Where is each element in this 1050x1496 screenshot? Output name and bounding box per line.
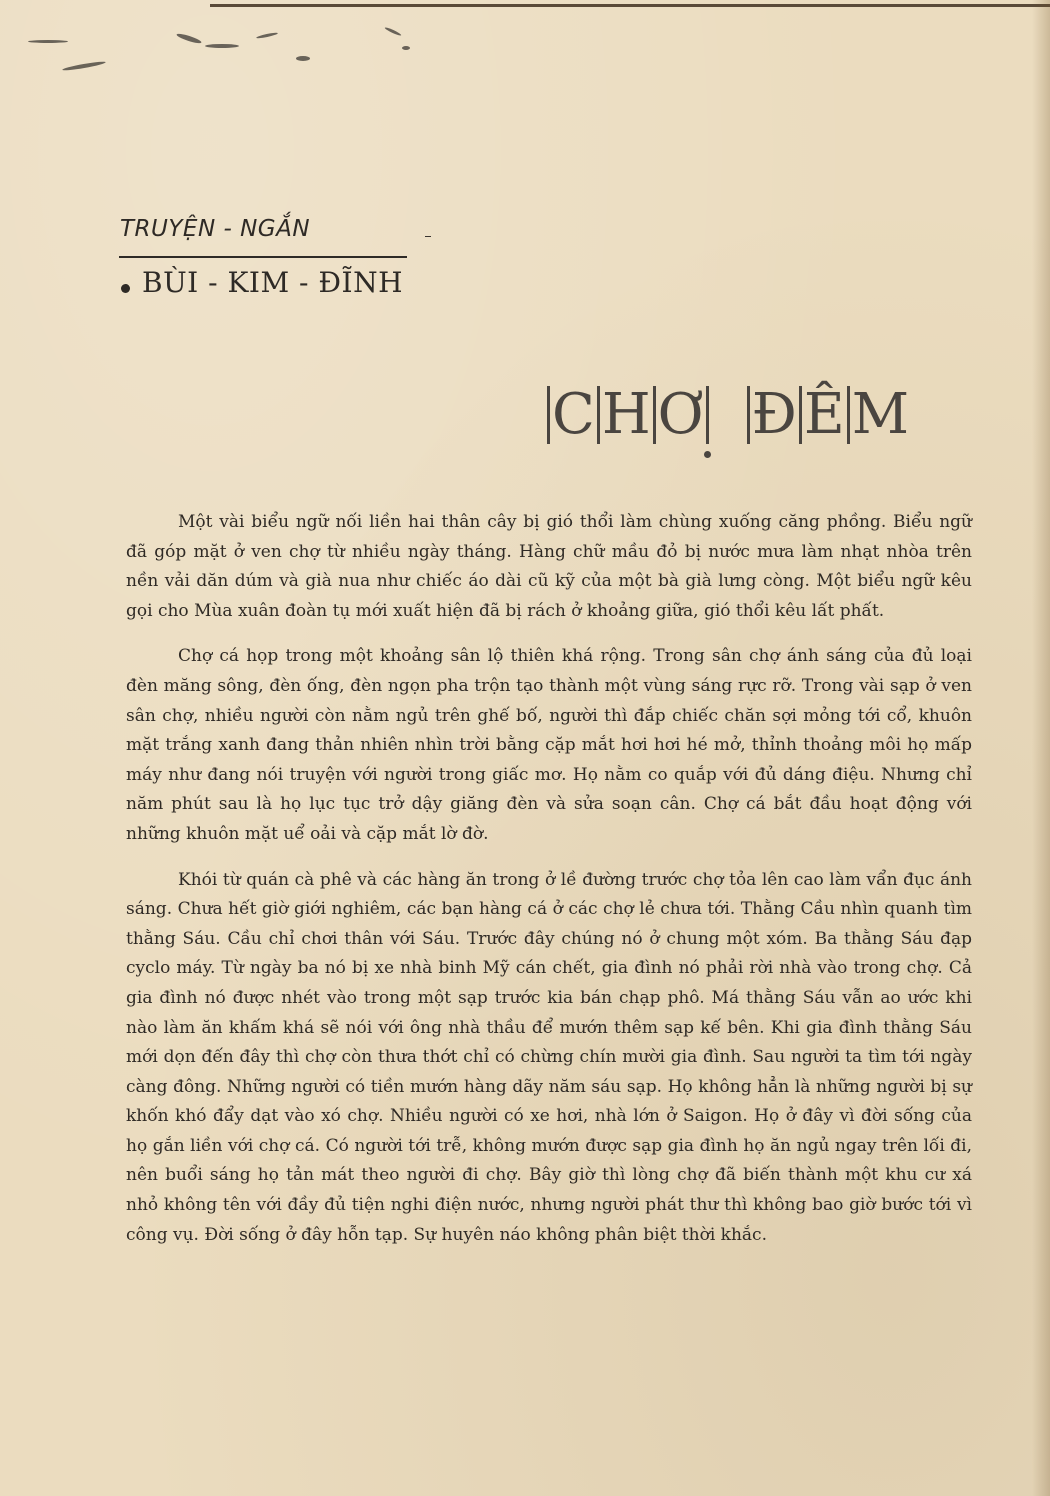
title-letter: C (552, 382, 595, 447)
title-letter: Ơ (657, 382, 704, 447)
ink-smudge (402, 46, 410, 50)
ink-smudge (384, 26, 402, 36)
ink-smudge (205, 44, 239, 48)
title-divider (799, 386, 802, 444)
title-divider (597, 386, 600, 444)
top-edge-rule (210, 4, 1050, 7)
ink-smudge (256, 32, 278, 40)
bullet-icon (121, 284, 130, 293)
story-body (126, 508, 972, 1266)
title-divider (747, 386, 750, 444)
paragraph: Chợ cá họp trong một khoảng sân lộ thiên khá rộng. Trong sân chợ ánh sáng của đủ loại đèn măng sông, đèn ống, đèn ngọn pha trộn tạo thành một vùng sáng rực rỡ. Trong vài sạp ở ven sân chợ, nhiều người còn nằm ngủ trên ghế bố, người thì đắp chiếc chăn sợi mỏng tới cổ, khuôn mặt trắng xanh đang thản nhiên nhìn trời bằng cặp mắt hơi hơi hé mở, thỉnh thoảng môi họ mấp máy như đang nói truyện với người trong giấc mơ. Họ nằm co quắp với đủ dáng điệu. Nhưng chỉ năm phút sau là họ lục tục trở dậy giăng đèn và sửa soạn cân. Chợ cá bắt đầu hoạt động với những khuôn mặt uể oải và cặp mắt lờ đờ. (126, 646, 972, 844)
ink-smudge (62, 60, 106, 72)
kicker-dash-mark (425, 236, 431, 237)
kicker-underline (119, 256, 407, 258)
title-divider (547, 386, 550, 444)
title-divider (653, 386, 656, 444)
author-name: BÙI - KIM - ĐĨNH (142, 266, 403, 299)
title-divider (706, 386, 709, 444)
title-dot-ornament (704, 451, 711, 458)
title-letter: Đ (751, 382, 797, 447)
paragraph: Một vài biểu ngữ nối liền hai thân cây bị gió thổi làm chùng xuống căng phồng. Biểu ngữ đã góp mặt ở ven chợ từ nhiều ngày tháng. Hàng chữ mầu đỏ bị nước mưa làm nhạt nhòa trên nền vải dăn dúm và già nua như chiếc áo dài cũ kỹ của một bà già lưng còng. Một biểu ngữ kêu gọi cho Mùa xuân đoàn tụ mới xuất hiện đã bị rách ở khoảng giữa, gió thổi kêu lất phất. (126, 512, 972, 621)
ink-smudge (28, 40, 68, 43)
ink-smudge (296, 56, 310, 61)
title-letter: H (601, 382, 651, 447)
ink-smudge (176, 32, 202, 45)
paragraph: Khói từ quán cà phê và các hàng ăn trong ở lề đường trước chợ tỏa lên cao làm vẩn đục ánh sáng. Chưa hết giờ giới nghiêm, các bạn hàng cá ở các chợ lẻ chưa tới. Thằng Cầu nhìn quanh tìm thằng Sáu. Cầu chỉ chơi thân với Sáu. Trước đây chúng nó ở chung một xóm. Ba thằng Sáu đạp cyclo máy. Từ ngày ba nó bị xe nhà binh Mỹ cán chết, gia đình nó phải rời nhà vào trong chợ. Cả gia đình nó được nhét vào trong một sạp trước kia bán chạp phô. Má thằng Sáu vẫn ao ước khi nào làm ăn khấm khá sẽ nói với ông nhà thầu để mướn thêm sạp kế bên. Khi gia đình thằng Sáu mới dọn đến đây thì chợ còn thưa thớt chỉ có chừng chín mười gia đình. Sau người ta tìm tới ngày càng đông. Những người có tiền mướn hàng dãy năm sáu sạp. Họ không hẳn là những người bị sự khốn khó đẩy dạt vào xó chợ. Nhiều người có xe hơi, nhà lớn ở Saigon. Họ ở đây vì đời sống của họ gắn liền với chợ cá. Có người tới trễ, không mướn được sạp gia đình họ ăn ngủ ngay trên lối đi, nên buổi sáng họ tản mát theo người đi chợ. Bây giờ thì lòng chợ đã biến thành một khu cư xá nhỏ không tên với đầy đủ tiện nghi điện nước, nhưng người phát thư thì không bao giờ bước tới vì công vụ. Đời sống ở đây hỗn tạp. Sự huyên náo không phân biệt thời khắc. (126, 869, 972, 1245)
section-kicker: TRUYỆN - NGẮN (120, 216, 311, 242)
title-letter: M (851, 382, 910, 447)
title-letter: Ê (803, 382, 845, 447)
title-divider (847, 386, 850, 444)
story-title (545, 375, 909, 455)
page-edge-shadow (1032, 0, 1050, 1496)
